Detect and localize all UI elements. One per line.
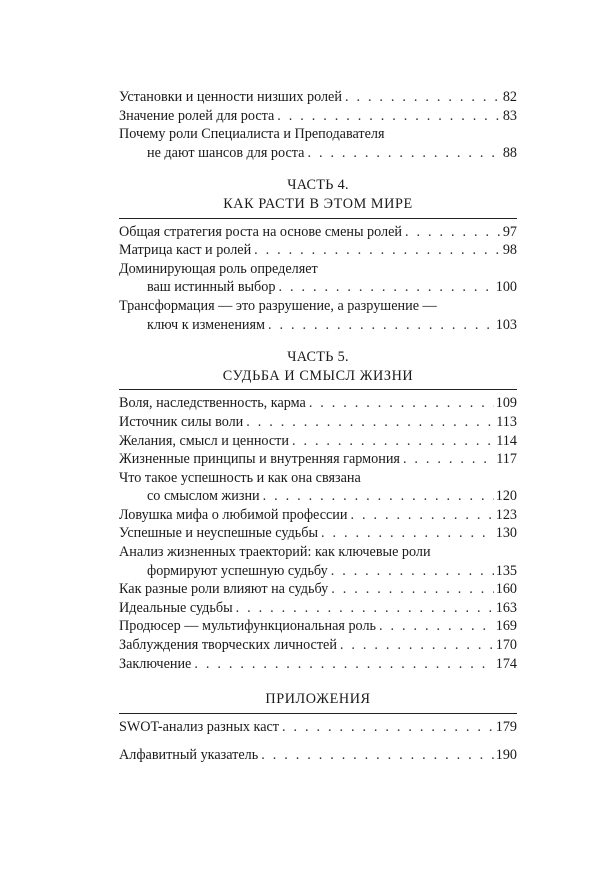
toc-page-number: 160 <box>495 581 517 598</box>
dot-leader <box>405 223 501 242</box>
toc-page-number: 170 <box>495 637 517 654</box>
dot-leader <box>278 278 493 297</box>
part-label: ЧАСТЬ 5. <box>287 349 349 366</box>
toc-entry[interactable] <box>119 241 517 260</box>
toc-page-number: 109 <box>495 395 517 412</box>
toc-section-3 <box>119 88 517 162</box>
toc-entry[interactable] <box>119 223 517 242</box>
dot-leader <box>292 432 494 451</box>
toc-page-number: 123 <box>495 506 517 523</box>
toc-entry-title: Идеальные судьбы <box>119 599 233 616</box>
toc-section-index <box>119 746 517 765</box>
toc-entry-title-continuation: ваш истинный выбор <box>147 279 276 296</box>
toc-page-number: 174 <box>495 655 517 672</box>
dot-leader <box>403 450 494 469</box>
dot-leader <box>350 506 493 525</box>
toc-page-number: 120 <box>495 488 517 505</box>
toc-entry-title: Почему роли Специалиста и Преподавателя <box>119 126 385 143</box>
part-title: СУДЬБА И СМЫСЛ ЖИЗНИ <box>222 367 414 384</box>
dot-leader <box>345 88 501 107</box>
toc-entry-title: Желания, смысл и ценности <box>119 432 289 449</box>
toc-page-number: 190 <box>495 747 517 764</box>
toc-page-number: 113 <box>496 413 517 430</box>
dot-leader <box>246 413 494 432</box>
divider <box>119 389 517 390</box>
toc-entry-title: Как разные роли влияют на судьбу <box>119 581 329 598</box>
dot-leader <box>236 599 494 618</box>
toc-entry[interactable] <box>119 655 517 674</box>
toc-page-number: 100 <box>495 279 517 296</box>
dot-leader <box>194 655 493 674</box>
toc-entry[interactable] <box>119 450 517 469</box>
part-label: ЧАСТЬ 4. <box>287 177 349 194</box>
dot-leader <box>340 636 494 655</box>
toc-entry[interactable] <box>119 394 517 413</box>
toc-entry[interactable] <box>119 125 517 162</box>
toc-entry[interactable] <box>119 580 517 599</box>
part-title: ПРИЛОЖЕНИЯ <box>265 691 371 708</box>
divider <box>119 218 517 219</box>
toc-page-number: 169 <box>495 618 517 635</box>
dot-leader <box>309 394 494 413</box>
toc-page-number: 117 <box>496 451 517 468</box>
toc-entry[interactable] <box>119 617 517 636</box>
toc-entry-title: Анализ жизненных траекторий: как ключевые роли <box>119 544 431 561</box>
toc-entry-title: Жизненные принципы и внутренняя гармония <box>119 451 400 468</box>
dot-leader <box>307 144 500 163</box>
toc-entry-title: Что такое успешность и как она связана <box>119 469 361 486</box>
toc-entry-title-continuation: ключ к изменениям <box>147 316 266 333</box>
toc-entry-title: Установки и ценности низших ролей <box>119 89 342 105</box>
toc-entry-title: SWOT-анализ разных каст <box>119 718 279 735</box>
toc-page-number: 103 <box>495 316 517 333</box>
toc-entry-title: Трансформация — это разрушение, а разрушение — <box>119 297 437 314</box>
toc-entry[interactable] <box>119 469 517 506</box>
toc-entry-title-continuation: формируют успешную судьбу <box>147 562 328 579</box>
toc-page-number: 163 <box>495 599 517 616</box>
toc-entry[interactable] <box>119 599 517 618</box>
toc-entry-title-continuation: не дают шансов для роста <box>147 144 305 161</box>
toc-entry-title: Воля, наследственность, карма <box>119 395 306 412</box>
toc-section-part-5 <box>119 348 517 673</box>
toc-page-number: 88 <box>502 144 517 161</box>
toc-entry[interactable] <box>119 297 517 334</box>
toc-entry[interactable] <box>119 636 517 655</box>
toc-entry[interactable] <box>119 432 517 451</box>
toc-entry-title: Общая стратегия роста на основе смены ролей <box>119 223 403 240</box>
toc-entry[interactable] <box>119 413 517 432</box>
toc-entry[interactable] <box>119 718 517 737</box>
dot-leader <box>321 524 494 543</box>
toc-entry[interactable] <box>119 107 517 126</box>
toc-entry-title: Доминирующая роль определяет <box>119 260 318 277</box>
toc-section-appendices <box>119 690 517 736</box>
toc-page-number: 179 <box>495 718 517 735</box>
dot-leader <box>331 562 494 581</box>
toc-page-number: 114 <box>496 432 517 449</box>
toc-entry-title: Заблуждения творческих личностей <box>119 637 337 654</box>
toc-entry[interactable] <box>119 260 517 297</box>
toc-entry-title: Алфавитный указатель <box>119 747 259 764</box>
toc-entry-title: Значение ролей для роста <box>119 107 275 124</box>
toc-entry-title: Источник силы воли <box>119 413 244 430</box>
toc-entry-title: Заключение <box>119 655 192 672</box>
toc-page-number: 97 <box>502 223 517 240</box>
dot-leader <box>268 316 494 335</box>
toc-page-number: 83 <box>502 107 517 124</box>
toc-entry-title: Ловушка мифа о любимой профессии <box>119 506 348 523</box>
toc-entry-title: Успешные и неуспешные судьбы <box>119 525 319 542</box>
toc-section-part-4 <box>119 176 517 334</box>
dot-leader <box>277 107 501 126</box>
toc-entry-title: Матрица каст и ролей <box>119 242 252 259</box>
toc-page-number: 130 <box>495 525 517 542</box>
dot-leader <box>379 617 494 636</box>
toc-entry[interactable] <box>119 746 517 765</box>
toc-entry[interactable] <box>119 88 517 107</box>
dot-leader <box>282 718 494 737</box>
toc-page-number: 135 <box>495 562 517 579</box>
toc-entry[interactable] <box>119 543 517 580</box>
divider <box>119 713 517 714</box>
toc-page-number: 82 <box>502 89 517 105</box>
toc-entry-title: Продюсер — мультифункциональная роль <box>119 618 377 635</box>
dot-leader <box>254 241 501 260</box>
toc-page-number: 98 <box>502 242 517 259</box>
dot-leader <box>261 746 493 765</box>
dot-leader <box>331 580 493 599</box>
dot-leader <box>263 487 494 506</box>
toc-entry[interactable] <box>119 524 517 543</box>
toc-entry-title-continuation: со смыслом жизни <box>147 488 260 505</box>
table-of-contents <box>119 88 517 765</box>
toc-entry[interactable] <box>119 506 517 525</box>
part-title: КАК РАСТИ В ЭТОМ МИРЕ <box>223 195 413 212</box>
